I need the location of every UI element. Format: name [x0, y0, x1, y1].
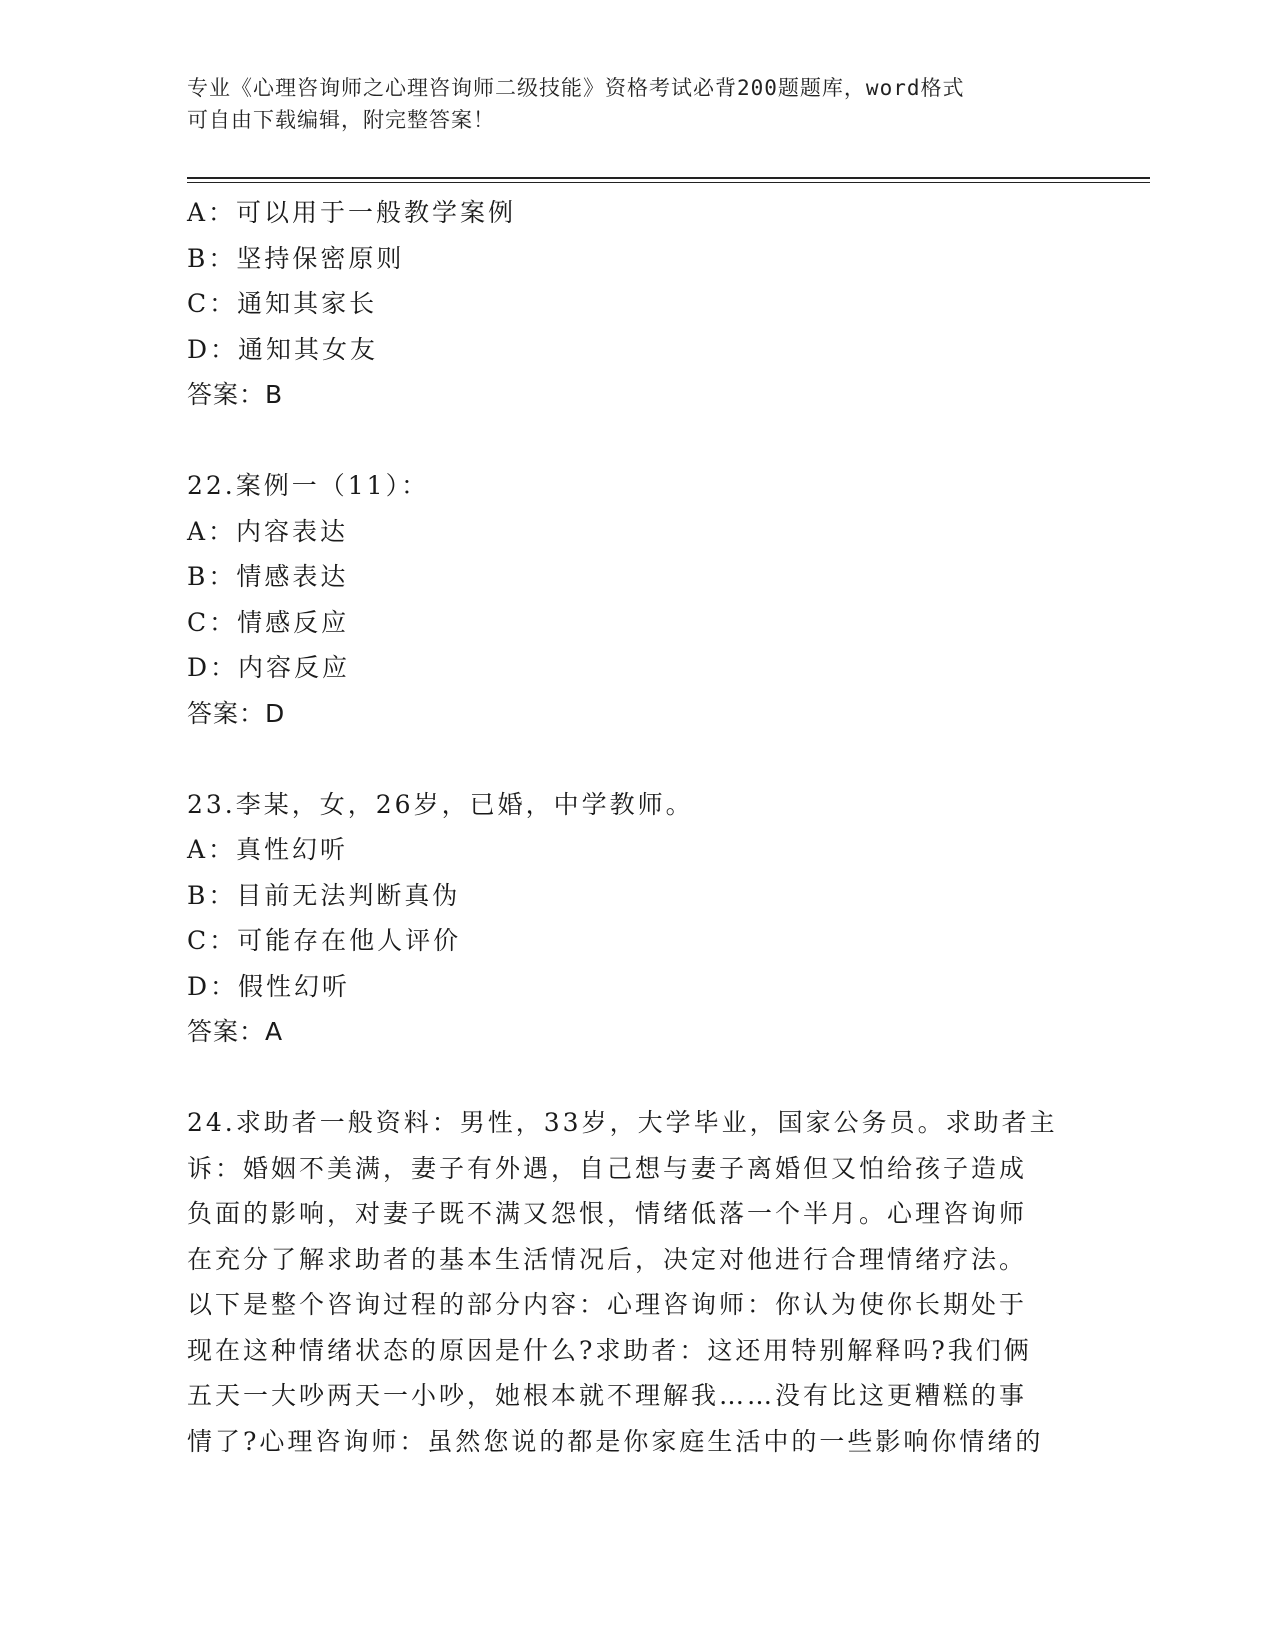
header-line-1: 专业《心理咨询师之心理咨询师二级技能》资格考试必背200题题库，word格式 [187, 76, 965, 100]
option-d: D：假性幻听 [187, 971, 351, 1001]
question-24-line-5: 以下是整个咨询过程的部分内容：心理咨询师：你认为使你长期处于 [187, 1290, 1028, 1319]
spacer [187, 1055, 1087, 1101]
question-24-line-7: 五天一大吵两天一小吵，她根本就不理解我……没有比这更糟糕的事 [187, 1381, 1028, 1410]
document-header [187, 72, 1087, 136]
question-21-block [187, 190, 1087, 418]
spacer [187, 418, 1087, 464]
option-c: C：可能存在他人评价 [187, 926, 462, 955]
option-b: B：情感表达 [187, 562, 349, 591]
option-a: A：内容表达 [187, 516, 349, 546]
question-24-line-4: 在充分了解求助者的基本生活情况后，决定对他进行合理情绪疗法。 [187, 1244, 1028, 1274]
answer-line: 答案：B [187, 380, 284, 409]
option-c: C：通知其家长 [187, 289, 378, 318]
header-rule-thick [187, 177, 1150, 179]
option-c: C：情感反应 [187, 607, 350, 637]
question-24-line-1: 24.求助者一般资料：男性，33岁，大学毕业，国家公务员。求助者主 [187, 1108, 1058, 1137]
question-24-block [187, 1100, 1087, 1464]
option-d: D：通知其女友 [187, 334, 379, 364]
option-b: B：坚持保密原则 [187, 243, 405, 273]
question-content [187, 190, 1087, 1464]
question-24-line-3: 负面的影响，对妻子既不满又怨恨，情绪低落一个半月。心理咨询师 [187, 1199, 1028, 1228]
question-stem: 22.案例一（11）： [187, 471, 430, 500]
option-a: A：可以用于一般教学案例 [187, 198, 517, 227]
question-stem: 23.李某，女，26岁，已婚，中学教师。 [187, 789, 694, 819]
option-b: B：目前无法判断真伪 [187, 880, 461, 910]
option-a: A：真性幻听 [187, 835, 349, 864]
header-rule-thin [187, 182, 1150, 183]
question-24-line-6: 现在这种情绪状态的原因是什么?求助者：这还用特别解释吗?我们俩 [187, 1335, 1032, 1365]
question-22-block [187, 463, 1087, 736]
question-23-block [187, 782, 1087, 1055]
spacer [187, 736, 1087, 782]
question-24-line-2: 诉：婚姻不美满，妻子有外遇，自己想与妻子离婚但又怕给孩子造成 [187, 1153, 1028, 1183]
question-24-line-8: 情了?心理咨询师：虽然您说的都是你家庭生活中的一些影响你情绪的 [187, 1426, 1044, 1456]
header-line-2: 可自由下载编辑，附完整答案！ [187, 108, 495, 132]
answer-line: 答案：A [187, 1017, 284, 1046]
answer-line: 答案：D [187, 698, 286, 728]
option-d: D：内容反应 [187, 653, 351, 682]
